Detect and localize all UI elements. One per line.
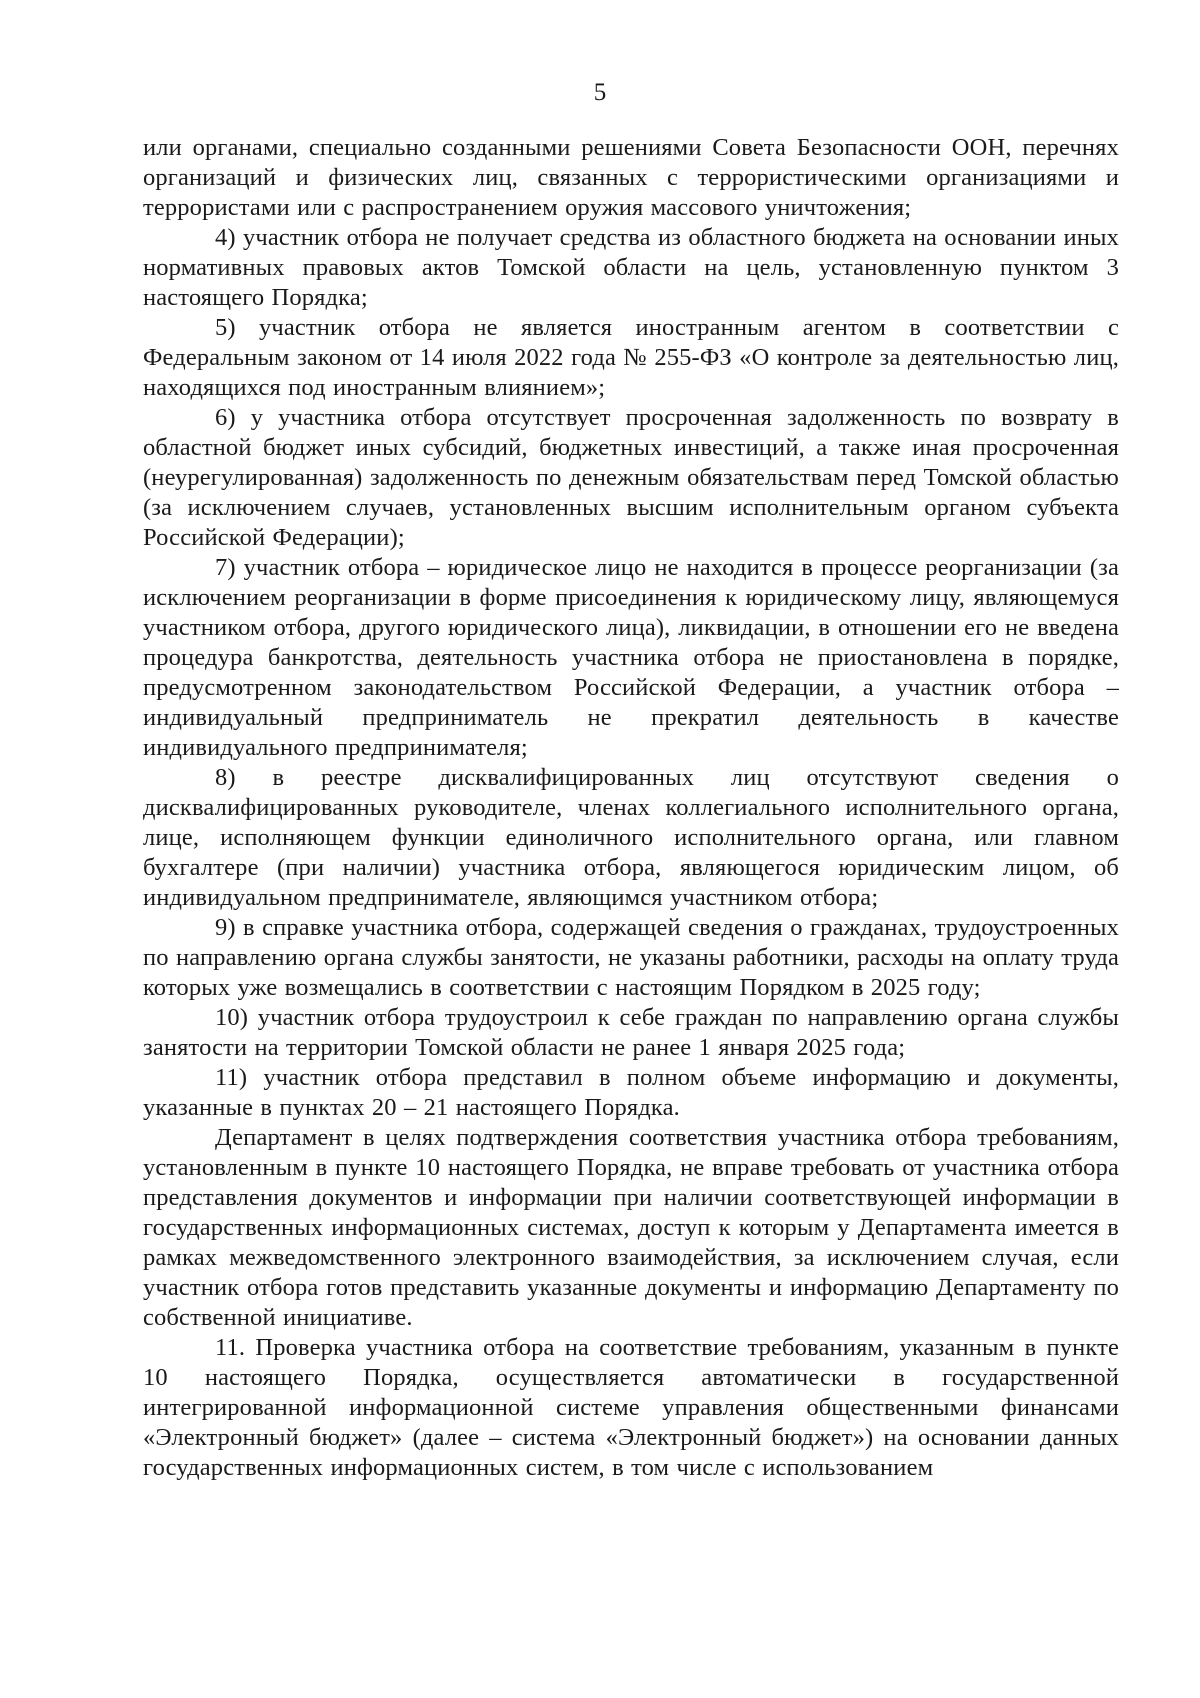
paragraph-item-5: 5) участник отбора не является иностранным агентом в соответствии с Федеральным законом от 14 июля 2022 года № 255-ФЗ «О контроле за деятельностью лиц, находящихся под иностранным влиянием»; bbox=[143, 314, 1119, 401]
paragraph-department: Департамент в целях подтверждения соответствия участника отбора требованиям, установленным в пункте 10 настоящего Порядка, не вправе требовать от участника отбора представления документов и информации при наличии соответствующей информации в государственных информационных системах, доступ к которым у Департамента имеется в рамках межведомственного электронного взаимодействия, за исключением случая, если участник отбора готов представить указанные документы и информацию Департаменту по собственной инициативе. bbox=[143, 1124, 1119, 1331]
paragraph-item-8: 8) в реестре дисквалифицированных лиц отсутствуют сведения о дисквалифицированных руководителе, членах коллегиального исполнительного органа, лице, исполняющем функции единоличного исполнительного органа, или главном бухгалтере (при наличии) участника отбора, являющегося юридическим лицом, об индивидуальном предпринимателе, являющимся участником отбора; bbox=[143, 764, 1119, 911]
paragraph-item-6: 6) у участника отбора отсутствует просроченная задолженность по возврату в областной бюджет иных субсидий, бюджетных инвестиций, а также иная просроченная (неурегулированная) задолженность по денежным обязательствам перед Томской областью (за исключением случаев, установленных высшим исполнительным органом субъекта Российской Федерации); bbox=[143, 404, 1119, 551]
paragraph-item-11: 11) участник отбора представил в полном объеме информацию и документы, указанные в пунктах 20 – 21 настоящего Порядка. bbox=[143, 1064, 1119, 1121]
paragraph-continuation: или органами, специально созданными решениями Совета Безопасности ООН, перечнях организаций и физических лиц, связанных с террористическими организациями и террористами или с распространением оружия массового уничтожения; bbox=[143, 134, 1119, 221]
paragraph-item-9: 9) в справке участника отбора, содержащей сведения о гражданах, трудоустроенных по направлению органа службы занятости, не указаны работники, расходы на оплату труда которых уже возмещались в соответствии с настоящим Порядком в 2025 году; bbox=[143, 914, 1119, 1001]
paragraph-item-4: 4) участник отбора не получает средства из областного бюджета на основании иных нормативных правовых актов Томской области на цель, установленную пунктом 3 настоящего Порядка; bbox=[143, 224, 1119, 311]
paragraph-item-10: 10) участник отбора трудоустроил к себе граждан по направлению органа службы занятости на территории Томской области не ранее 1 января 2025 года; bbox=[143, 1004, 1119, 1061]
paragraph-section-11: 11. Проверка участника отбора на соответствие требованиям, указанным в пункте 10 настоящего Порядка, осуществляется автоматически в государственной интегрированной информационной системе управления общественными финансами «Электронный бюджет» (далее – система «Электронный бюджет») на основании данных государственных информационных систем, в том числе с использованием bbox=[143, 1334, 1119, 1481]
document-body bbox=[143, 133, 1119, 1483]
paragraph-item-7: 7) участник отбора – юридическое лицо не находится в процессе реорганизации (за исключением реорганизации в форме присоединения к юридическому лицу, являющемуся участником отбора, другого юридического лица), ликвидации, в отношении его не введена процедура банкротства, деятельность участника отбора не приостановлена в порядке, предусмотренном законодательством Российской Федерации, а участник отбора – индивидуальный предприниматель не прекратил деятельность в качестве индивидуального предпринимателя; bbox=[143, 554, 1119, 761]
page-number: 5 bbox=[593, 79, 607, 106]
